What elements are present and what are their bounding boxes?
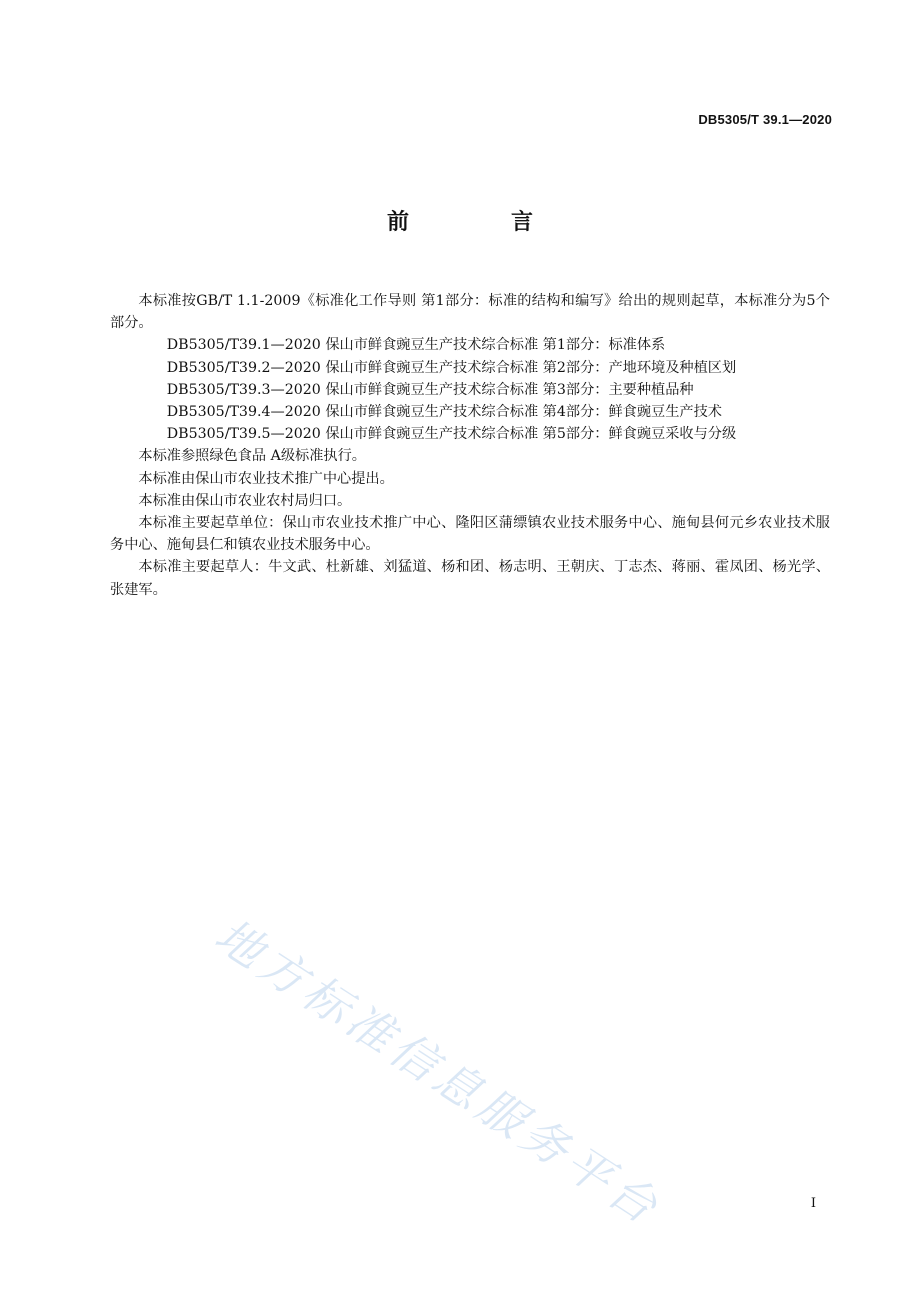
part-code: DB5305/T39.5—2020: [166, 426, 321, 443]
document-code: DB5305/T 39.1—2020: [698, 112, 832, 127]
part-title: 保山市鲜食豌豆生产技术综合标准 第2部分：产地环境及种植区划: [325, 359, 737, 376]
part-line: [110, 423, 830, 445]
part-code: DB5305/T39.4—2020: [166, 404, 321, 421]
part-line: [110, 357, 830, 379]
proposed-by-paragraph: 本标准由保山市农业技术推广中心提出。: [138, 470, 394, 487]
part-title: 保山市鲜食豌豆生产技术综合标准 第5部分：鲜食豌豆采收与分级: [325, 426, 737, 443]
part-title: 保山市鲜食豌豆生产技术综合标准 第1部分：标准体系: [325, 337, 666, 354]
drafters-paragraph: 本标准主要起草人：牛文武、杜新雄、刘猛道、杨和团、杨志明、王朝庆、丁志杰、蒋丽、霍凤团、杨光学、张建军。: [110, 559, 830, 598]
preface-body: [110, 290, 830, 601]
part-code: DB5305/T39.2—2020: [166, 359, 321, 376]
managed-by-paragraph: 本标准由保山市农业农村局归口。: [138, 492, 352, 509]
part-code: DB5305/T39.1—2020: [166, 337, 321, 354]
page-title: 前 言: [386, 210, 573, 235]
page-number: I: [810, 1196, 816, 1211]
watermark: 地方标准信息服务平台: [205, 907, 672, 1237]
part-code: DB5305/T39.3—2020: [166, 381, 321, 398]
part-title: 保山市鲜食豌豆生产技术综合标准 第3部分：主要种植品种: [325, 381, 694, 398]
part-title: 保山市鲜食豌豆生产技术综合标准 第4部分：鲜食豌豆生产技术: [325, 404, 722, 421]
reference-paragraph: 本标准参照绿色食品 A级标准执行。: [138, 448, 366, 465]
intro-paragraph: 本标准按GB/T 1.1-2009《标准化工作导则 第1部分：标准的结构和编写》给出的规则起草，本标准分为5个部分。: [110, 293, 830, 332]
part-line: [110, 334, 830, 356]
drafting-units-paragraph: 本标准主要起草单位：保山市农业技术推广中心、隆阳区蒲缥镇农业技术服务中心、施甸县何元乡农业技术服务中心、施甸县仁和镇农业技术服务中心。: [110, 515, 830, 554]
part-line: [110, 401, 830, 423]
part-line: [110, 379, 830, 401]
